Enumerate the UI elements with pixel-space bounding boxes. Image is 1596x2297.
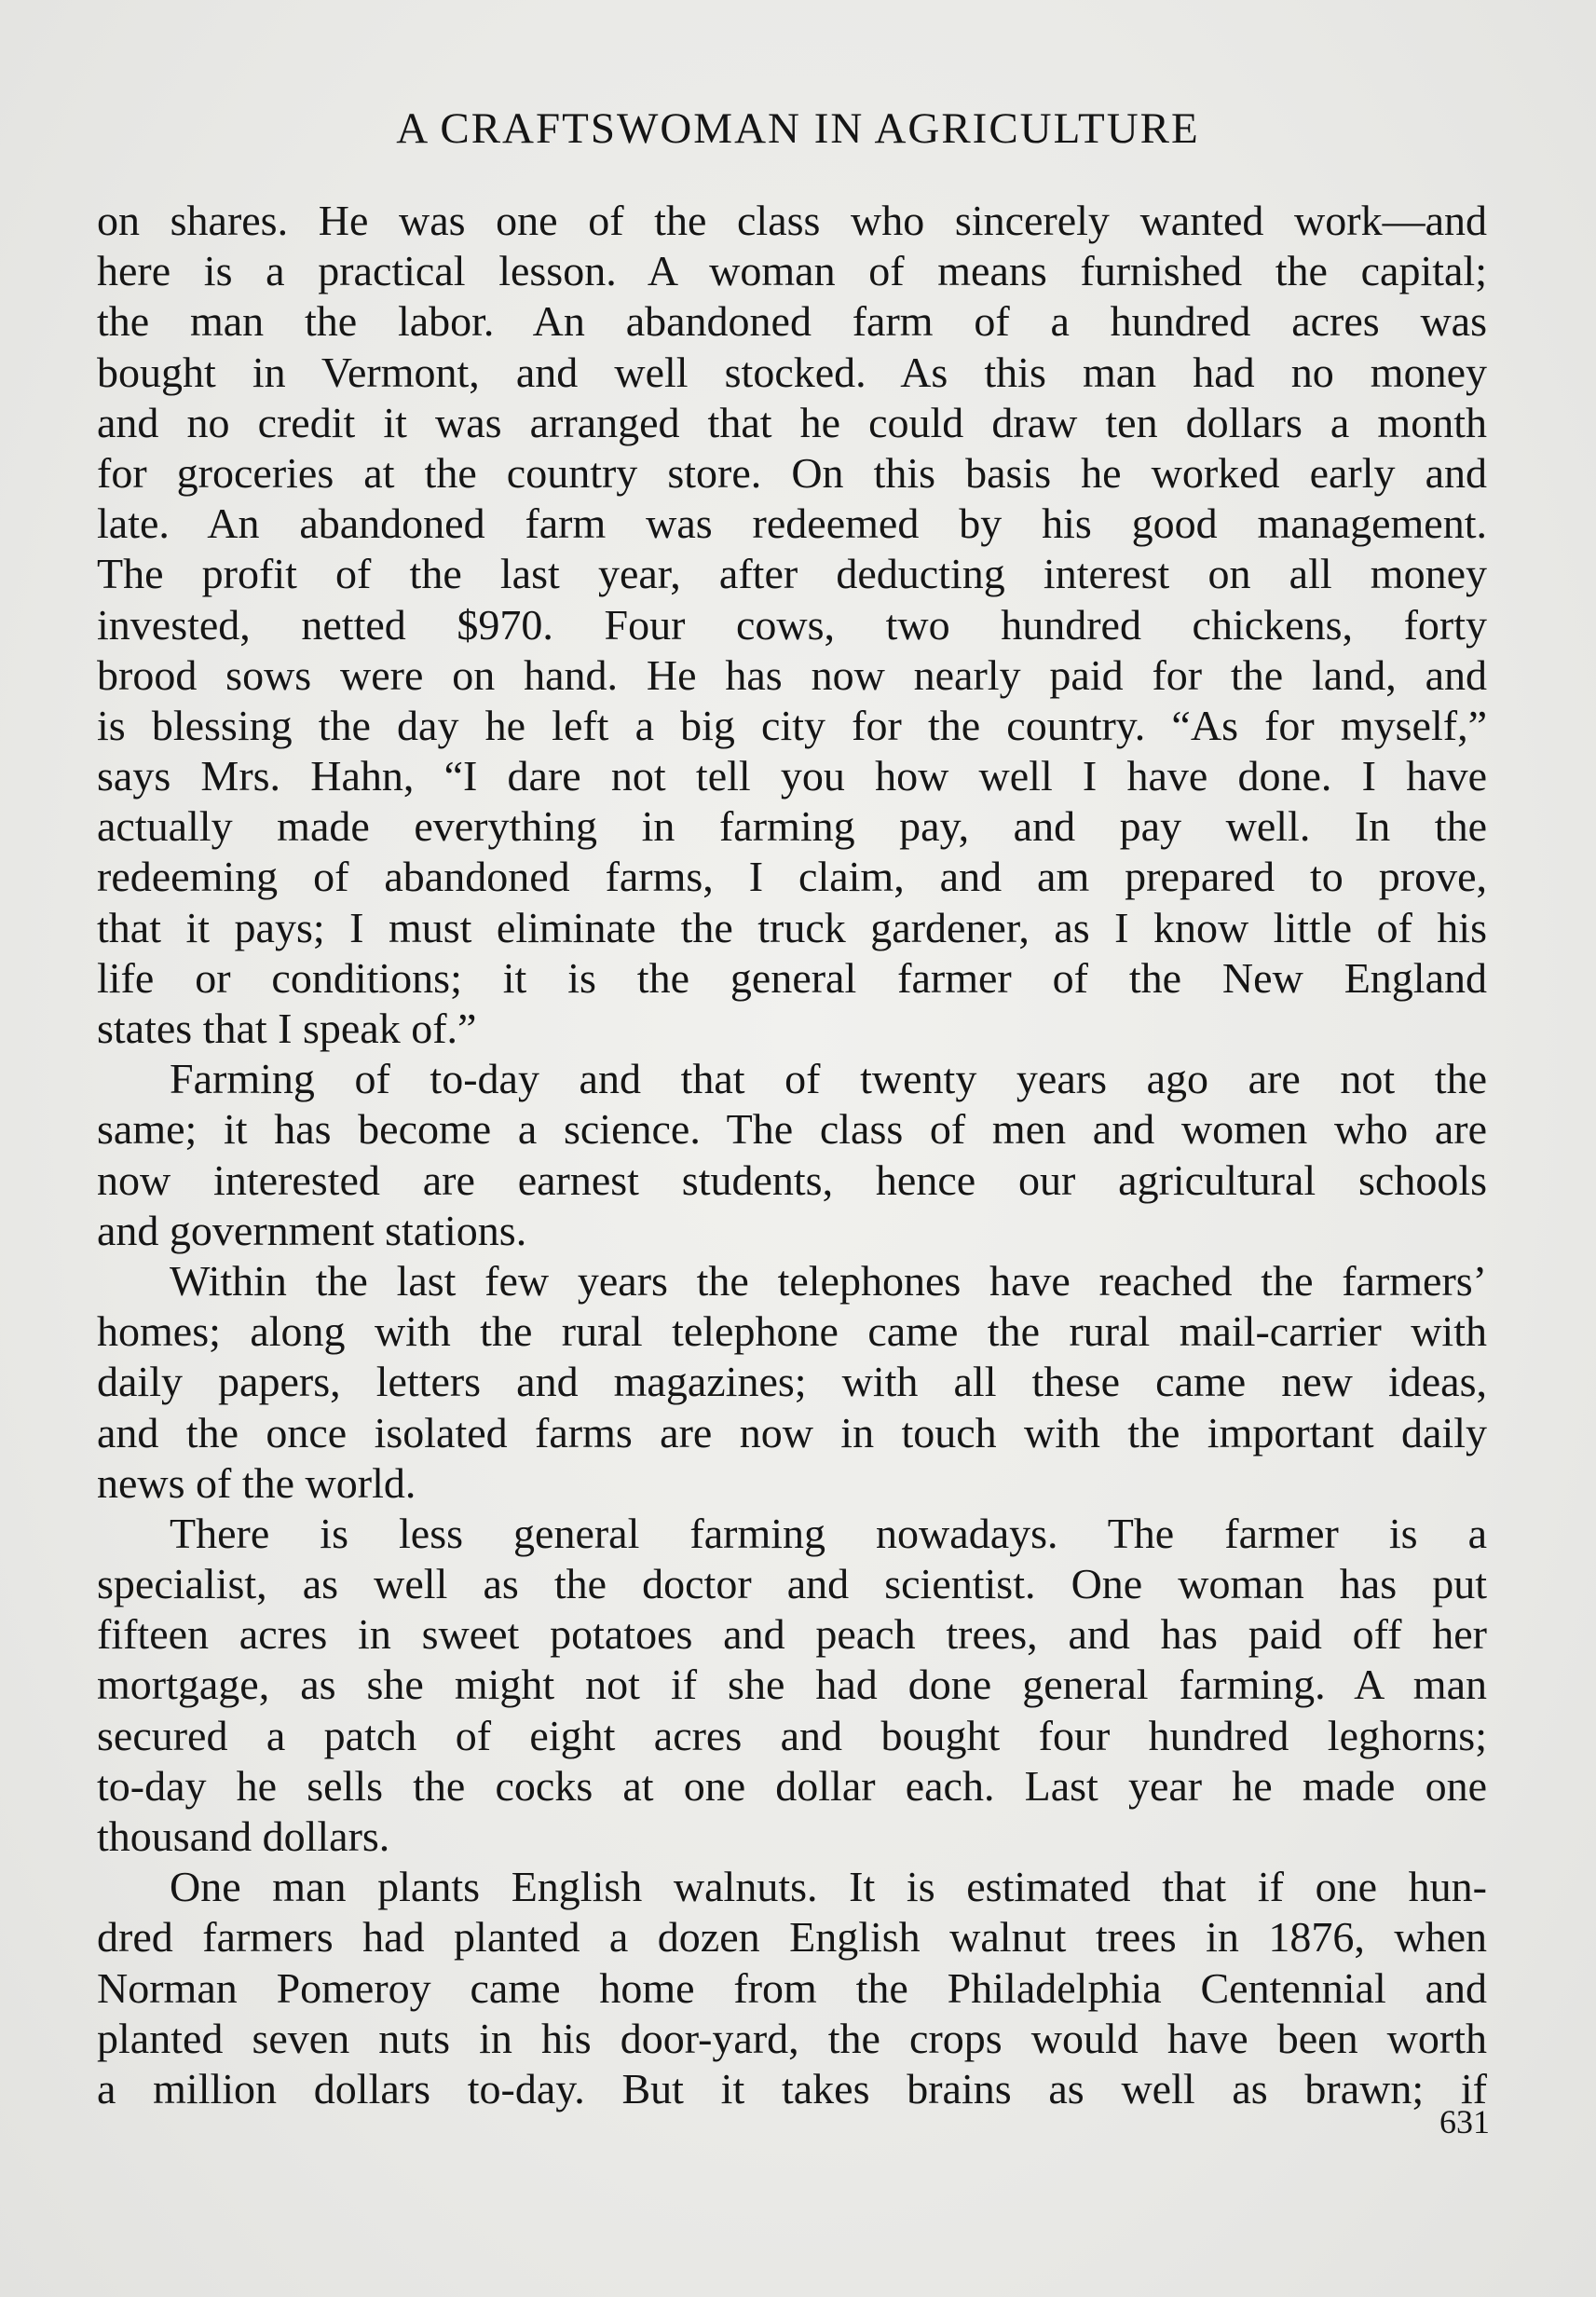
text-line: here is a practical lesson. A woman of means furnished the capital; [97, 247, 1487, 295]
text-line: life or conditions; it is the general farmer of the New England [97, 953, 1487, 1002]
text-line: a million dollars to-day. But it takes brains as well as brawn; if [97, 2064, 1487, 2112]
text-line: states that I speak of.” [97, 1005, 477, 1052]
running-head: A CRAFTSWOMAN IN AGRICULTURE [396, 104, 1200, 153]
text-line: homes; along with the rural telephone came the rural mail-carrier with [97, 1307, 1487, 1356]
text-line: thousand dollars. [97, 1812, 390, 1860]
text-line: actually made everything in farming pay, and pay well. In the [97, 802, 1487, 851]
text-line: the man the labor. An abandoned farm of a hundred acres was [97, 297, 1487, 346]
text-line: secured a patch of eight acres and bought four hundred leghorns; [97, 1711, 1487, 1759]
text-line: same; it has become a science. The class of men and women who are [97, 1105, 1487, 1154]
paragraph-first-line: Farming of to-day and that of twenty years ago are not the [170, 1055, 1487, 1103]
text-line: bought in Vermont, and well stocked. As this man had no money [97, 348, 1487, 396]
text-line: brood sows were on hand. He has now nearly paid for the land, and [97, 650, 1487, 699]
paragraph-first-line: Within the last few years the telephones have reached the farmers’ [170, 1256, 1487, 1305]
text-line: mortgage, as she might not if she had done general farming. A man [97, 1661, 1487, 1709]
page-number: 631 [1439, 2103, 1490, 2140]
text-line: and no credit it was arranged that he could draw ten dollars a month [97, 398, 1487, 446]
text-line: invested, netted $970. Four cows, two hundred chickens, forty [97, 600, 1487, 649]
text-line: fifteen acres in sweet potatoes and peach trees, and has paid off her [97, 1610, 1487, 1659]
text-line: news of the world. [97, 1458, 416, 1507]
text-line: and government stations. [97, 1206, 527, 1254]
text-line: on shares. He was one of the class who sincerely wanted work—and [97, 197, 1487, 244]
text-line: redeeming of abandoned farms, I claim, and am prepared to prove, [97, 853, 1487, 901]
text-line: for groceries at the country store. On this basis he worked early and [97, 448, 1487, 497]
text-line: says Mrs. Hahn, “I dare not tell you how well I have done. I have [97, 752, 1487, 800]
text-line: Norman Pomeroy came home from the Philadelphia Centennial and [97, 1963, 1487, 2012]
body-text [97, 196, 1487, 2114]
text-line: that it pays; I must eliminate the truck gardener, as I know little of his [97, 903, 1487, 951]
text-line: planted seven nuts in his door-yard, the crops would have been worth [97, 2014, 1487, 2062]
text-line: dred farmers had planted a dozen English walnut trees in 1876, when [97, 1913, 1487, 1962]
paragraph-first-line: One man plants English walnuts. It is estimated that if one hun- [170, 1863, 1487, 1911]
text-line: late. An abandoned farm was redeemed by his good management. [97, 499, 1487, 548]
text-line: daily papers, letters and magazines; with all these came new ideas, [97, 1358, 1487, 1406]
paragraph-first-line: There is less general farming nowadays. The farmer is a [170, 1509, 1487, 1557]
text-line: The profit of the last year, after deducting interest on all money [97, 550, 1487, 598]
text-line: to-day he sells the cocks at one dollar each. Last year he made one [97, 1761, 1487, 1810]
text-line: now interested are earnest students, hence our agricultural schools [97, 1155, 1487, 1204]
text-line: and the once isolated farms are now in touch with the important daily [97, 1408, 1487, 1456]
text-line: is blessing the day he left a big city for the country. “As for myself,” [97, 701, 1487, 749]
text-line: specialist, as well as the doctor and scientist. One woman has put [97, 1560, 1487, 1608]
